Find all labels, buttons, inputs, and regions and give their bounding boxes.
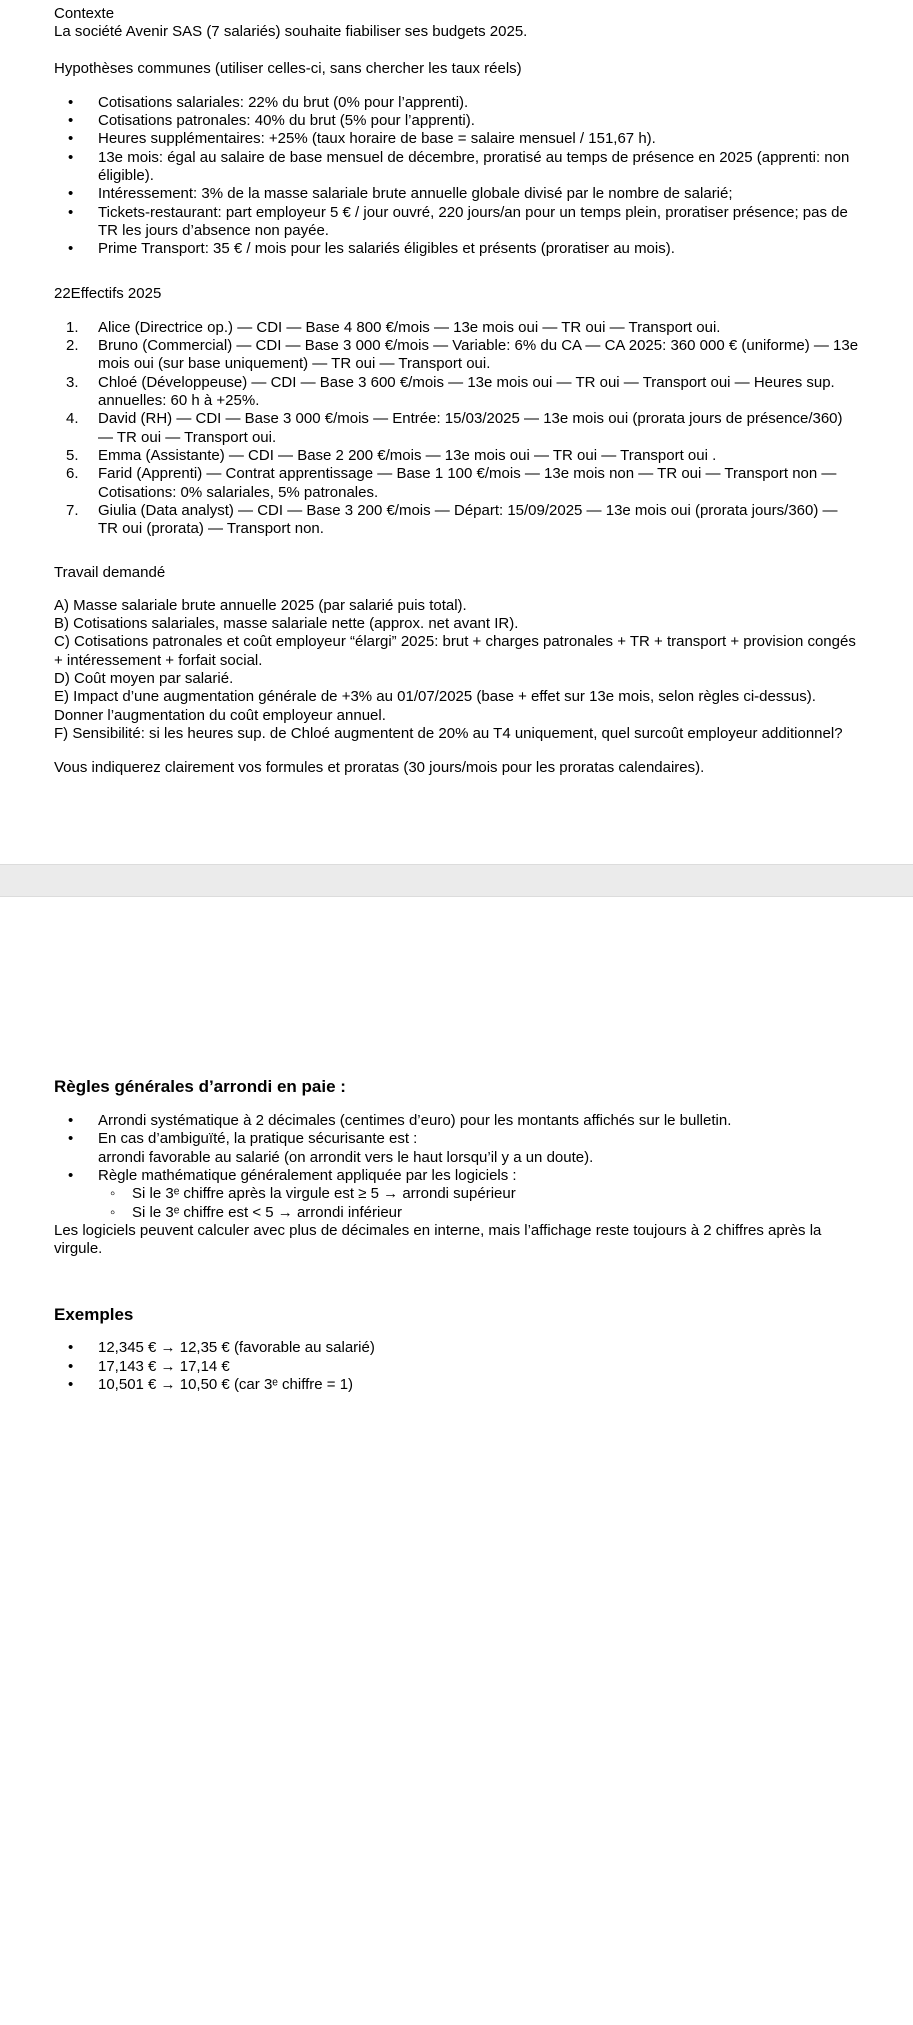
arrondi-sublist [98,1185,861,1222]
page-break-band [0,864,913,897]
effectif-item: Bruno (Commercial) — CDI — Base 3 000 €/mois — Variable: 6% du CA — CA 2025: 360 000 € (uniforme) — 13e mois oui (sur base uniquement) — TR oui — Transport oui. [98,337,859,373]
hypothesis-item: • Cotisations salariales: 22% du brut (0% pour l’apprenti). [54,94,861,112]
hypothesis-item: • Prime Transport: 35 € / mois pour les salariés éligibles et présents (proratiser au mois). [54,240,861,258]
hypothesis-item: • Intéressement: 3% de la masse salariale brute annuelle globale divisé par le nombre de salarié; [54,185,861,203]
effectifs-heading: 22Effectifs 2025 [54,284,162,302]
arrondi-item-lead: • Règle mathématique généralement appliquée par les logiciels : [98,1167,517,1185]
effectif-item: Chloé (Développeuse) — CDI — Base 3 600 €/mois — 13e mois oui — TR oui — Transport oui — Heures sup. annuelles: 60 h à +25%. [98,373,835,410]
arrondi-heading: Règles générales d’arrondi en paie : [54,1077,346,1097]
arrondi-item: • Arrondi systématique à 2 décimales (centimes d’euro) pour les montants affichés sur le bulletin. [54,1112,861,1130]
travail-heading: Travail demandé [54,564,166,582]
arrondi-item-continuation: arrondi favorable au salarié (on arrondit vers le haut lorsqu’il y a un doute). [98,1148,594,1166]
arrondi-subitem: ◦ Si le 3ᵉ chiffre est < 5 → arrondi inférieur [98,1204,861,1222]
effectifs-list [54,319,861,539]
effectif-item: Alice (Directrice op.) — CDI — Base 4 800 €/mois — 13e mois oui — TR oui — Transport oui. [98,318,721,336]
hypotheses-list [54,94,861,259]
effectif-item: Giulia (Data analyst) — CDI — Base 3 200 €/mois — Départ: 15/09/2025 — 13e mois oui (prorata jours/360) — TR oui (prorata) — Transport non. [98,501,838,538]
exemple-item: • 17,143 € → 17,14 € [54,1358,861,1376]
exemples-heading: Exemples [54,1304,134,1324]
travail-item-b: B) Cotisations salariales, masse salariale nette (approx. net avant IR). [54,615,519,633]
page-whitespace [54,897,861,1077]
arrondi-footer: Les logiciels peuvent calculer avec plus de décimales en interne, mais l’affichage reste toujours à 2 chiffres après la virgule. [54,1221,822,1258]
effectif-item: Farid (Apprenti) — Contrat apprentissage — Base 1 100 €/mois — 13e mois non — TR oui — Transport non — Cotisations: 0% salariales, 5% patronales. [98,465,837,501]
arrondi-item [54,1167,861,1222]
exemple-item: • 12,345 € → 12,35 € (favorable au salarié) [54,1339,861,1357]
travail-list [54,597,861,743]
hypothesis-item: • Heures supplémentaires: +25% (taux horaire de base = salaire mensuel / 151,67 h). [54,130,861,148]
hypotheses-heading: Hypothèses communes (utiliser celles-ci, sans chercher les taux réels) [54,59,522,77]
page-whitespace [54,777,861,864]
hypothesis-item: • Cotisations patronales: 40% du brut (5% pour l’apprenti). [54,112,861,130]
context-paragraph: La société Avenir SAS (7 salariés) souhaite fiabiliser ses budgets 2025. [54,23,528,41]
arrondi-item [54,1130,861,1167]
exemple-item: • 10,501 € → 10,50 € (car 3ᵉ chiffre = 1) [54,1376,861,1394]
hypothesis-item: • 13e mois: égal au salaire de base mensuel de décembre, proratisé au temps de présence en 2025 (apprenti: non éligible). [54,149,861,186]
effectif-item: David (RH) — CDI — Base 3 000 €/mois — Entrée: 15/03/2025 — 13e mois oui (prorata jours de présence/360) — TR oui — Transport oui. [98,410,843,446]
effectif-item: Emma (Assistante) — CDI — Base 2 200 €/mois — 13e mois oui — TR oui — Transport oui . [98,446,717,464]
arrondi-list [54,1112,861,1222]
context-heading: Contexte [54,5,115,22]
travail-item-a: A) Masse salariale brute annuelle 2025 (par salarié puis total). [54,596,467,614]
hypothesis-item: • Tickets-restaurant: part employeur 5 € / jour ouvré, 220 jours/an pour un temps plein, proratiser présence; pas de TR les jours d’absence non payée. [54,204,861,241]
arrondi-subitem: ◦ Si le 3ᵉ chiffre après la virgule est ≥ 5 → arrondi supérieur [98,1185,861,1203]
exemples-list [54,1339,861,1394]
travail-note: Vous indiquerez clairement vos formules et proratas (30 jours/mois pour les proratas calendaires). [54,759,705,777]
travail-item-d: D) Coût moyen par salarié. [54,669,234,687]
travail-item-c: C) Cotisations patronales et coût employeur “élargi” 2025: brut + charges patronales + TR + transport + provision congés + intéressement + forfait social. [54,633,856,669]
travail-item-e: E) Impact d’une augmentation générale de +3% au 01/07/2025 (base + effet sur 13e mois, selon règles ci-dessus). Donner l’augmentation du coût employeur annuel. [54,688,816,724]
travail-item-f: F) Sensibilité: si les heures sup. de Chloé augmentent de 20% au T4 uniquement, quel surcoût employeur additionnel? [54,724,843,742]
arrondi-item-lead: • En cas d’ambiguïté, la pratique sécurisante est : [98,1130,418,1148]
